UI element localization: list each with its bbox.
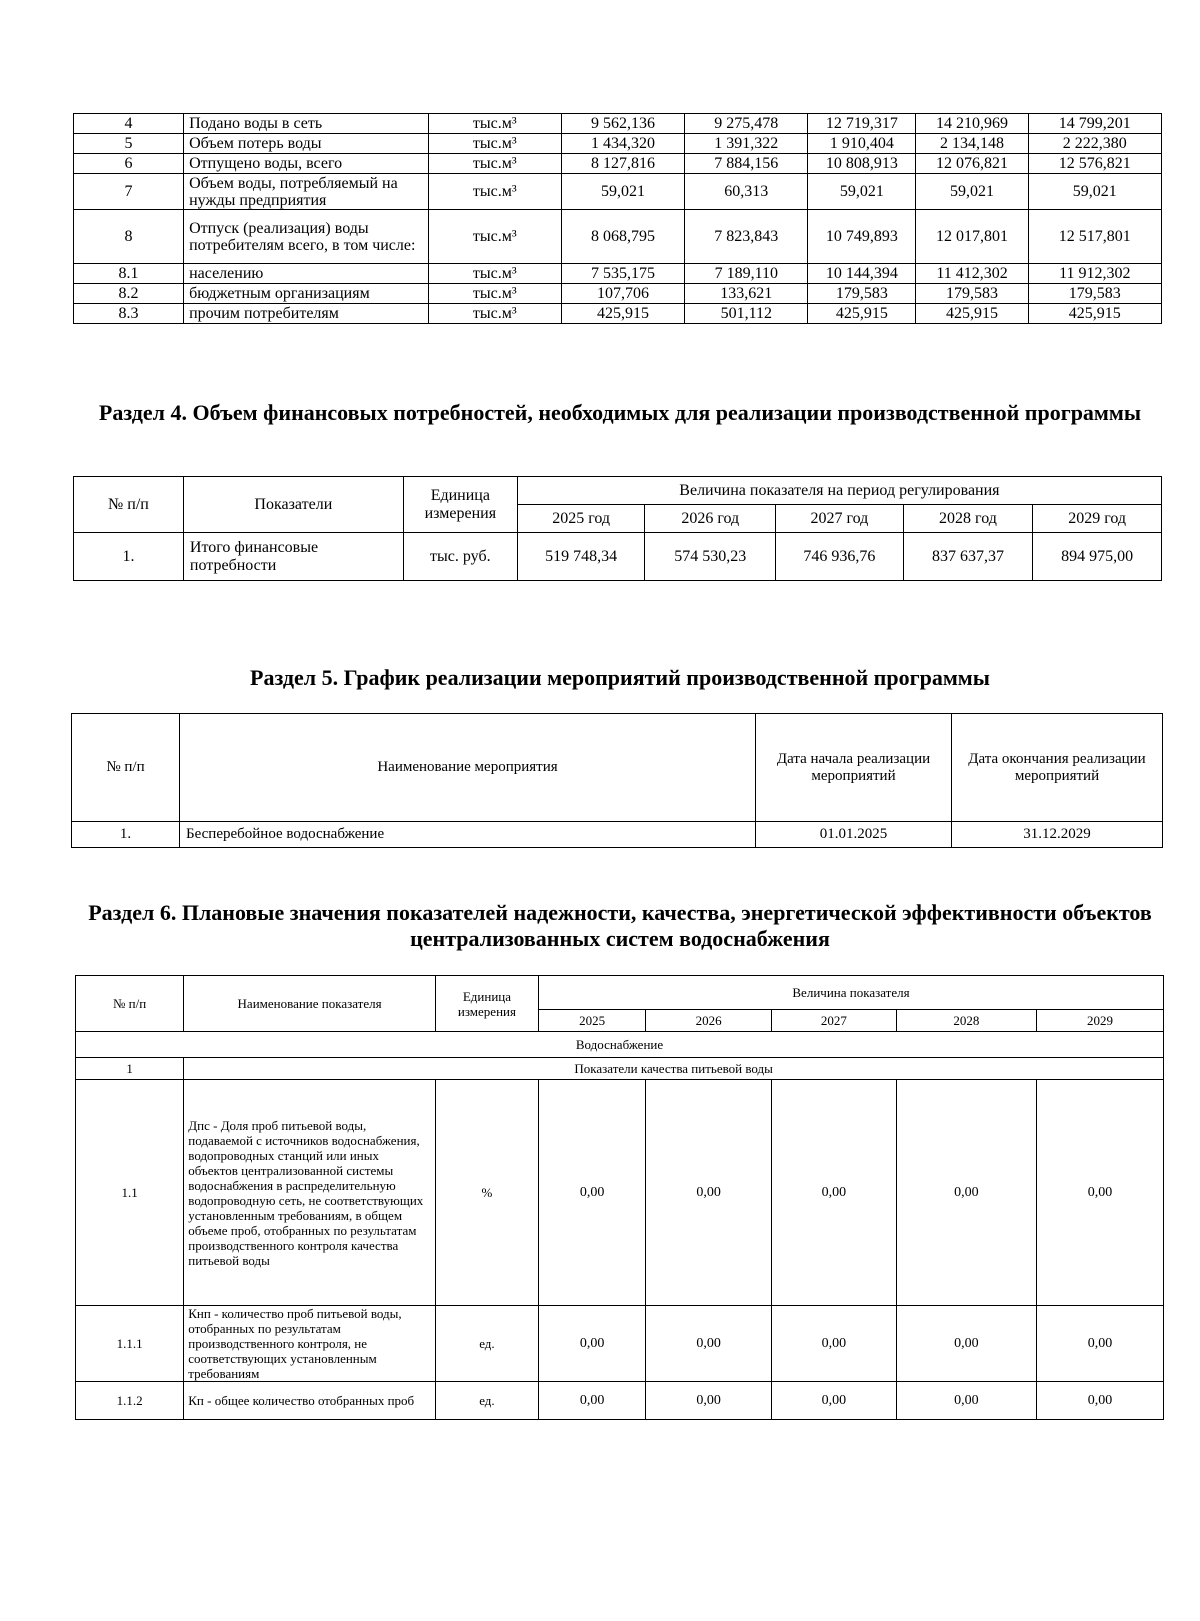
col-end-header: Дата окончания реализации мероприятий — [952, 714, 1163, 822]
row-value: 0,00 — [1037, 1306, 1164, 1382]
row-num: 4 — [74, 114, 184, 134]
row-unit: ед. — [435, 1382, 538, 1420]
row-name: Бесперебойное водоснабжение — [180, 822, 756, 848]
row-num: 5 — [74, 134, 184, 154]
group-row: Водоснабжение — [76, 1032, 1164, 1058]
row-unit: ед. — [435, 1306, 538, 1382]
row-value: 11 412,302 — [916, 264, 1028, 284]
table-row — [76, 1306, 1164, 1382]
row-value: 0,00 — [772, 1306, 897, 1382]
col-name-header: Наименование показателя — [184, 976, 436, 1032]
table-row — [74, 304, 1162, 324]
row-unit: тыс.м³ — [428, 284, 561, 304]
row-name: Кп - общее количество отобранных проб — [184, 1382, 436, 1420]
row-unit: % — [435, 1080, 538, 1306]
row-value: 425,915 — [561, 304, 684, 324]
row-value: 10 144,394 — [808, 264, 916, 284]
col-num-header: № п/п — [74, 477, 184, 533]
subgroup-num: 1 — [76, 1058, 184, 1080]
col-period-header: Величина показателя на период регулирования — [517, 477, 1161, 505]
row-value: 107,706 — [561, 284, 684, 304]
schedule-table — [71, 713, 1163, 848]
row-value: 0,00 — [646, 1382, 772, 1420]
row-value: 14 210,969 — [916, 114, 1028, 134]
row-value: 8 127,816 — [561, 154, 684, 174]
row-num: 1.1 — [76, 1080, 184, 1306]
financial-needs-table — [73, 476, 1162, 581]
table-row — [74, 264, 1162, 284]
section-6-title: Раздел 6. Плановые значения показателей надежности, качества, энергетической эффективности объектов централизованных систем водоснабжения — [88, 900, 1152, 951]
year-header: 2029 — [1037, 1010, 1164, 1032]
col-num-header: № п/п — [76, 976, 184, 1032]
subgroup-row: Показатели качества питьевой воды — [184, 1058, 1164, 1080]
row-num: 8.3 — [74, 304, 184, 324]
table-row — [74, 284, 1162, 304]
row-num: 1.1.1 — [76, 1306, 184, 1382]
row-name: Дпс - Доля проб питьевой воды, подаваемой с источников водоснабжения, водопроводных станций или иных объектов централизованной системы водоснабжения в распределительную водопроводную сеть, не соответствующих установленным требованиям, в общем объеме проб, отобранных по результатам производственного контроля качества питьевой воды — [184, 1080, 436, 1306]
row-value: 0,00 — [772, 1382, 897, 1420]
row-value: 14 799,201 — [1028, 114, 1161, 134]
row-value: 0,00 — [646, 1306, 772, 1382]
row-name: Кнп - количество проб питьевой воды, отобранных по результатам производственного контроля, не соответствующих установленным требованиям — [184, 1306, 436, 1382]
row-unit: тыс.м³ — [428, 304, 561, 324]
col-start-header: Дата начала реализации мероприятий — [756, 714, 952, 822]
year-header: 2028 — [896, 1010, 1036, 1032]
row-value: 10 808,913 — [808, 154, 916, 174]
table-row — [76, 1382, 1164, 1420]
row-value: 0,00 — [896, 1382, 1036, 1420]
row-value: 179,583 — [1028, 284, 1161, 304]
col-unit-header: Единица измерения — [403, 477, 517, 533]
row-value: 746 936,76 — [776, 533, 904, 581]
table-row — [74, 134, 1162, 154]
row-value: 837 637,37 — [903, 533, 1033, 581]
row-value: 12 719,317 — [808, 114, 916, 134]
row-value: 0,00 — [646, 1080, 772, 1306]
row-num: 8.2 — [74, 284, 184, 304]
row-value: 60,313 — [685, 174, 808, 210]
row-value: 1 434,320 — [561, 134, 684, 154]
row-end-date: 31.12.2029 — [952, 822, 1163, 848]
row-value: 179,583 — [808, 284, 916, 304]
row-unit: тыс.м³ — [428, 134, 561, 154]
row-value: 8 068,795 — [561, 210, 684, 264]
col-name-header: Наименование мероприятия — [180, 714, 756, 822]
row-unit: тыс.м³ — [428, 210, 561, 264]
row-name: Итого финансовые потребности — [183, 533, 403, 581]
row-num: 8.1 — [74, 264, 184, 284]
row-value: 12 017,801 — [916, 210, 1028, 264]
year-header: 2025 год — [517, 505, 645, 533]
year-header: 2027 год — [776, 505, 904, 533]
row-value: 501,112 — [685, 304, 808, 324]
row-value: 7 535,175 — [561, 264, 684, 284]
row-value: 425,915 — [916, 304, 1028, 324]
row-name: Отпуск (реализация) воды потребителям всего, в том числе: — [184, 210, 428, 264]
row-start-date: 01.01.2025 — [756, 822, 952, 848]
row-value: 0,00 — [538, 1306, 645, 1382]
row-value: 0,00 — [538, 1080, 645, 1306]
row-name: Объем потерь воды — [184, 134, 428, 154]
row-value: 59,021 — [1028, 174, 1161, 210]
water-balance-table — [73, 113, 1162, 324]
row-value: 1 910,404 — [808, 134, 916, 154]
row-unit: тыс.м³ — [428, 174, 561, 210]
table-row — [72, 822, 1163, 848]
row-value: 9 562,136 — [561, 114, 684, 134]
row-num: 8 — [74, 210, 184, 264]
row-value: 59,021 — [561, 174, 684, 210]
row-unit: тыс. руб. — [403, 533, 517, 581]
row-value: 0,00 — [772, 1080, 897, 1306]
row-num: 1. — [72, 822, 180, 848]
row-num: 1.1.2 — [76, 1382, 184, 1420]
col-num-header: № п/п — [72, 714, 180, 822]
table-row — [76, 1080, 1164, 1306]
row-value: 179,583 — [916, 284, 1028, 304]
row-value: 10 749,893 — [808, 210, 916, 264]
row-name: Объем воды, потребляемый на нужды предприятия — [184, 174, 428, 210]
year-header: 2029 год — [1033, 505, 1162, 533]
indicators-table — [75, 975, 1164, 1420]
row-name: Отпущено воды, всего — [184, 154, 428, 174]
row-num: 7 — [74, 174, 184, 210]
row-value: 574 530,23 — [645, 533, 776, 581]
row-value: 11 912,302 — [1028, 264, 1161, 284]
row-value: 59,021 — [808, 174, 916, 210]
row-value: 2 134,148 — [916, 134, 1028, 154]
row-unit: тыс.м³ — [428, 264, 561, 284]
col-value-header: Величина показателя — [538, 976, 1163, 1010]
table-row — [74, 114, 1162, 134]
year-header: 2028 год — [903, 505, 1033, 533]
row-value: 894 975,00 — [1033, 533, 1162, 581]
row-name: Подано воды в сеть — [184, 114, 428, 134]
year-header: 2025 — [538, 1010, 645, 1032]
row-value: 0,00 — [896, 1080, 1036, 1306]
row-name: бюджетным организациям — [184, 284, 428, 304]
row-value: 0,00 — [538, 1382, 645, 1420]
table-row — [74, 174, 1162, 210]
section-5-title: Раздел 5. График реализации мероприятий производственной программы — [250, 665, 990, 690]
row-unit: тыс.м³ — [428, 154, 561, 174]
row-value: 12 576,821 — [1028, 154, 1161, 174]
year-header: 2027 — [772, 1010, 897, 1032]
row-value: 7 884,156 — [685, 154, 808, 174]
row-value: 0,00 — [896, 1306, 1036, 1382]
table-row — [74, 154, 1162, 174]
table-row — [74, 533, 1162, 581]
year-header: 2026 — [646, 1010, 772, 1032]
row-value: 2 222,380 — [1028, 134, 1161, 154]
row-value: 7 823,843 — [685, 210, 808, 264]
row-num: 1. — [74, 533, 184, 581]
row-value: 12 076,821 — [916, 154, 1028, 174]
row-value: 0,00 — [1037, 1382, 1164, 1420]
row-value: 519 748,34 — [517, 533, 645, 581]
row-value: 7 189,110 — [685, 264, 808, 284]
row-value: 425,915 — [808, 304, 916, 324]
row-value: 12 517,801 — [1028, 210, 1161, 264]
row-value: 1 391,322 — [685, 134, 808, 154]
row-value: 133,621 — [685, 284, 808, 304]
row-name: населению — [184, 264, 428, 284]
section-4-title: Раздел 4. Объем финансовых потребностей, необходимых для реализации производственной программы — [98, 400, 1142, 425]
year-header: 2026 год — [645, 505, 776, 533]
row-value: 0,00 — [1037, 1080, 1164, 1306]
row-name: прочим потребителям — [184, 304, 428, 324]
table-row — [74, 210, 1162, 264]
row-num: 6 — [74, 154, 184, 174]
col-indicator-header: Показатели — [183, 477, 403, 533]
row-value: 9 275,478 — [685, 114, 808, 134]
col-unit-header: Единица измерения — [435, 976, 538, 1032]
row-unit: тыс.м³ — [428, 114, 561, 134]
row-value: 59,021 — [916, 174, 1028, 210]
row-value: 425,915 — [1028, 304, 1161, 324]
